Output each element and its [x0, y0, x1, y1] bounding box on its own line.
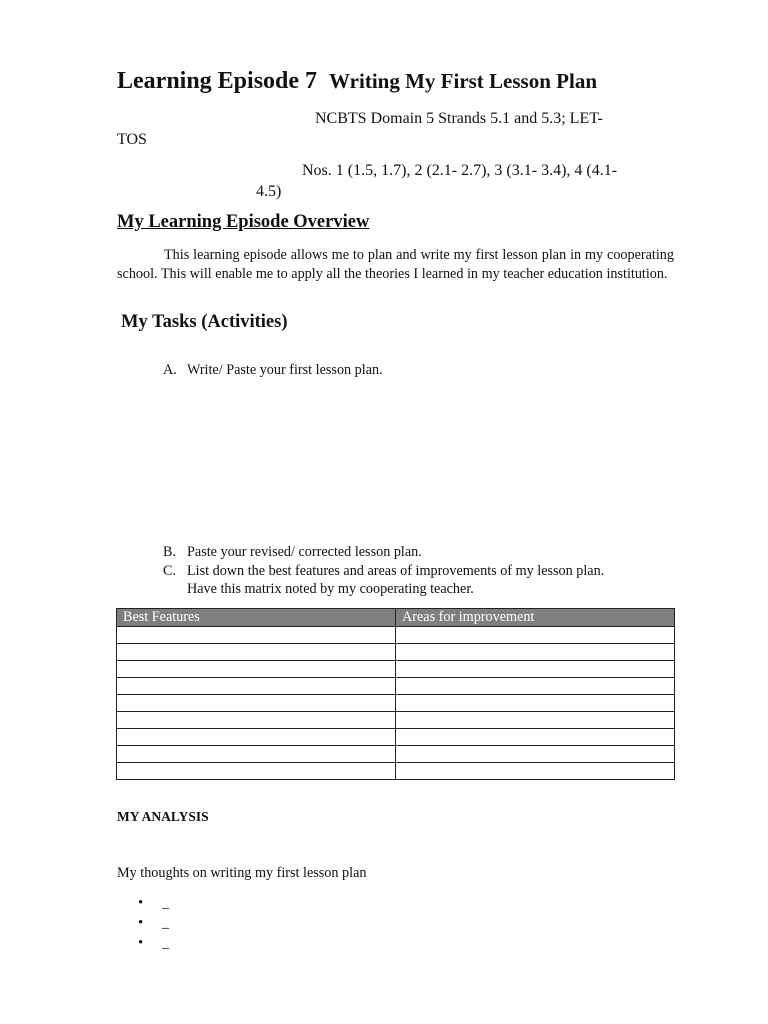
- best-features-cell[interactable]: [117, 746, 396, 763]
- task-text: List down the best features and areas of improvements of my lesson plan.: [187, 563, 605, 579]
- tasks-heading: My Tasks (Activities): [121, 312, 288, 332]
- best-features-cell[interactable]: [117, 661, 396, 678]
- features-matrix: [116, 608, 675, 780]
- overview-heading: My Learning Episode Overview: [117, 212, 370, 232]
- table-row: [117, 627, 675, 644]
- analysis-heading: MY ANALYSIS: [117, 809, 209, 824]
- ncbts-line-1-wrap: TOS: [117, 131, 147, 148]
- task-letter: A.: [163, 362, 177, 378]
- bullet-text[interactable]: _: [162, 895, 170, 911]
- table-row: [117, 678, 675, 695]
- best-features-cell[interactable]: [117, 627, 396, 644]
- areas-improvement-cell[interactable]: [396, 627, 675, 644]
- areas-improvement-cell[interactable]: [396, 763, 675, 780]
- analysis-prompt: My thoughts on writing my first lesson plan: [117, 865, 367, 881]
- matrix-header-row: [117, 609, 675, 627]
- table-row: [117, 746, 675, 763]
- ncbts-line-2-wrap: 4.5): [256, 183, 282, 200]
- matrix-header-areas-improvement: Areas for improvement: [396, 609, 675, 627]
- matrix-header-best-features: Best Features: [117, 609, 396, 627]
- task-letter: C.: [163, 563, 177, 579]
- table-row: [117, 644, 675, 661]
- areas-improvement-cell[interactable]: [396, 644, 675, 661]
- table-row: [117, 695, 675, 712]
- table-row: [117, 763, 675, 780]
- matrix-body: [117, 627, 675, 780]
- areas-improvement-cell[interactable]: [396, 712, 675, 729]
- best-features-cell[interactable]: [117, 644, 396, 661]
- best-features-cell[interactable]: [117, 712, 396, 729]
- areas-improvement-cell[interactable]: [396, 661, 675, 678]
- analysis-bullet-list: [138, 893, 169, 953]
- task-a: [163, 362, 383, 379]
- table-row: [117, 661, 675, 678]
- ncbts-line-1: NCBTS Domain 5 Strands 5.1 and 5.3; LET-: [315, 110, 603, 127]
- bullet-text[interactable]: _: [162, 935, 170, 951]
- table-row: [117, 729, 675, 746]
- page-title: [117, 68, 597, 95]
- list-item: [138, 893, 169, 913]
- best-features-cell[interactable]: [117, 729, 396, 746]
- bullet-icon: •: [138, 915, 144, 931]
- best-features-cell[interactable]: [117, 695, 396, 712]
- bullet-icon: •: [138, 935, 144, 951]
- episode-subtitle: Writing My First Lesson Plan: [329, 69, 597, 93]
- best-features-cell[interactable]: [117, 763, 396, 780]
- overview-paragraph: This learning episode allows me to plan and write my first lesson plan in my cooperating school. This will enable me to apply all the theories I learned in my teacher education institution.: [117, 247, 674, 282]
- table-row: [117, 712, 675, 729]
- bullet-icon: •: [138, 895, 144, 911]
- task-b: [163, 544, 422, 561]
- ncbts-line-2: Nos. 1 (1.5, 1.7), 2 (2.1- 2.7), 3 (3.1- 3.4), 4 (4.1-: [302, 162, 618, 179]
- task-text: Paste your revised/ corrected lesson plan.: [187, 544, 422, 560]
- task-letter: B.: [163, 544, 177, 560]
- list-item: [138, 933, 169, 953]
- episode-title: Learning Episode 7: [117, 68, 318, 94]
- areas-improvement-cell[interactable]: [396, 695, 675, 712]
- areas-improvement-cell[interactable]: [396, 729, 675, 746]
- best-features-cell[interactable]: [117, 678, 396, 695]
- task-c: [163, 563, 604, 580]
- areas-improvement-cell[interactable]: [396, 746, 675, 763]
- list-item: [138, 913, 169, 933]
- task-c-continuation: Have this matrix noted by my cooperating teacher.: [187, 581, 474, 597]
- bullet-text[interactable]: _: [162, 915, 170, 931]
- areas-improvement-cell[interactable]: [396, 678, 675, 695]
- task-text: Write/ Paste your first lesson plan.: [187, 362, 383, 378]
